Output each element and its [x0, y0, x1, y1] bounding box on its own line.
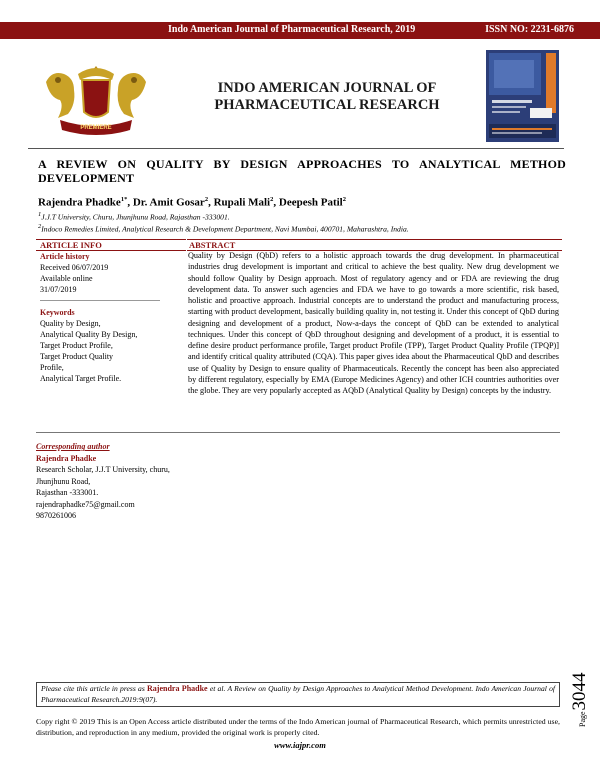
keyword-item: Analytical Quality By Design, — [40, 330, 138, 339]
keyword-item: Profile, — [40, 363, 64, 372]
crest-lions-logo — [38, 60, 154, 138]
author-sup: 1* — [120, 196, 128, 203]
keyword-item: Quality by Design, — [40, 319, 101, 328]
citation-rest: A Review on Quality by Design Approaches to Analytical Method Development. Indo American Journal of Pharmaceutical Research.2019:9(07). — [41, 684, 555, 704]
affiliation-text: J.J.T University, Churu, Jhunjhunu Road, Rajasthan -333001. — [41, 212, 230, 222]
corresponding-line: Jhunjhunu Road, — [36, 476, 91, 486]
journal-cover-thumbnail — [486, 50, 559, 142]
page-label: Page — [578, 711, 587, 727]
available-online-label: Available online — [40, 274, 93, 283]
affiliation-2 — [38, 223, 409, 234]
article-info-panel — [40, 251, 180, 384]
keyword-item: Target Product Quality — [40, 352, 114, 361]
corresponding-author-heading: Corresponding author — [36, 442, 110, 451]
citation-etal: et al. — [209, 684, 226, 693]
affiliation-1 — [38, 211, 230, 222]
copyright-notice: Copy right © 2019 This is an Open Access article distributed under the terms of the Indo American journal of Pharmaceutical Research, which permits unrestricted use, distribution, and reproduction in any medium, provided the original work is properly cited. — [36, 717, 560, 737]
author-name: Deepesh Patil — [278, 196, 343, 209]
journal-masthead-title — [196, 80, 458, 114]
issn-number: ISSN NO: 2231-6876 — [485, 24, 574, 35]
corresponding-author-name: Rajendra Phadke — [36, 453, 97, 463]
corresponding-author-block — [36, 441, 170, 522]
abstract-divider — [36, 432, 560, 433]
keyword-item: Target Product Profile, — [40, 341, 113, 350]
journal-header-bar — [0, 22, 600, 39]
masthead-line-1: INDO AMERICAN JOURNAL OF — [217, 80, 437, 96]
received-date: Received 06/07/2019 — [40, 263, 109, 272]
author-name: Dr. Amit Gosar — [132, 196, 205, 209]
author-list: Rajendra Phadke$^{1*}$, Dr. Amit Gosar$^2$, Rupali Mali$^2$, Deepesh Patil$^2$ — [38, 196, 346, 209]
journal-name: Indo American Journal of Pharmaceutical Research, 2019 — [168, 24, 416, 35]
page-number — [568, 634, 590, 729]
citation-box — [36, 682, 560, 707]
affiliation-text: Indoco Remedies Limited, Analytical Research & Development Department, Navi Mumbai, 400701, Maharashtra, India. — [41, 224, 409, 234]
masthead-line-2: PHARMACEUTICAL RESEARCH — [214, 97, 440, 113]
journal-url-link[interactable]: www.iajpr.com — [274, 740, 326, 750]
corresponding-line: Rajasthan -333001. — [36, 488, 99, 497]
author-sup: 2 — [204, 196, 209, 203]
affiliation-sup: 1 — [38, 211, 42, 218]
citation-prefix: Please cite this article in press as — [41, 684, 145, 693]
logo-banner-text: PREMIERE — [80, 125, 112, 131]
corresponding-phone: 9870261006 — [36, 511, 76, 520]
article-title: A REVIEW ON QUALITY BY DESIGN APPROACHES TO ANALYTICAL METHOD DEVELOPMENT — [38, 157, 566, 185]
author-name: Rajendra Phadke — [38, 196, 121, 209]
article-info-heading: ARTICLE INFO — [36, 239, 186, 251]
keyword-item: Analytical Target Profile. — [40, 374, 122, 383]
header-divider — [28, 148, 564, 149]
svg-text:Page3044 — [569, 672, 590, 727]
abstract-text: Quality by Design (QbD) refers to a holistic approach towards the drug development. In pharmaceutical industries drug development is important and critical to achieve the best quality. New drug development we should follow Quality by Design approach. Most of regulatory agency and or FDA are reviewing the drug development data. To answer such agencies and FDA we have to go towards a more scientific, risk based, holistic and proactive approach. Industrial concepts are to understand the product and manufacturing process, starting with product development, basically building quality in, not testing it. Under this concept of QbD during designing and development of a product, Now-a-days the concept of QbD can be extended to analytical techniques. Under this concept of QbD throughout designing and development of a product, it is essential to define desire product performance profile, Target product Profile (TPP), Target Product Quality Profile (TPQP)] and identify critical quality attributed (CQA). This paper gives idea about the Pharmaceutical QbD and describes use of Quality by Design to ensure quality of Pharmaceuticals. Recently the concept has been also appreciated by different regulatory, especially by EMA (Europe Medicines Agency) and other ICH countries authorities over the globe. They are very popularly accepted as AQbD (Analytical Quality by Design) concepts by the industry. — [188, 251, 559, 395]
citation-author: Rajendra Phadke — [147, 684, 208, 693]
keywords-heading: Keywords — [40, 308, 75, 317]
page-number-value: 3044 — [569, 672, 590, 711]
info-separator — [40, 300, 160, 301]
affiliation-sup: 2 — [38, 223, 42, 230]
corresponding-line: Research Scholar, J.J.T University, churu, — [36, 465, 170, 474]
author-sup: 2 — [270, 196, 274, 203]
author-name: Rupali Mali — [213, 196, 271, 209]
corresponding-email: rajendraphadke75@gmail.com — [36, 499, 135, 509]
author-sup: 2 — [342, 196, 346, 203]
available-online-date: 31/07/2019 — [40, 285, 77, 294]
abstract-heading: ABSTRACT — [187, 239, 562, 251]
article-history-heading: Article history — [40, 252, 90, 261]
